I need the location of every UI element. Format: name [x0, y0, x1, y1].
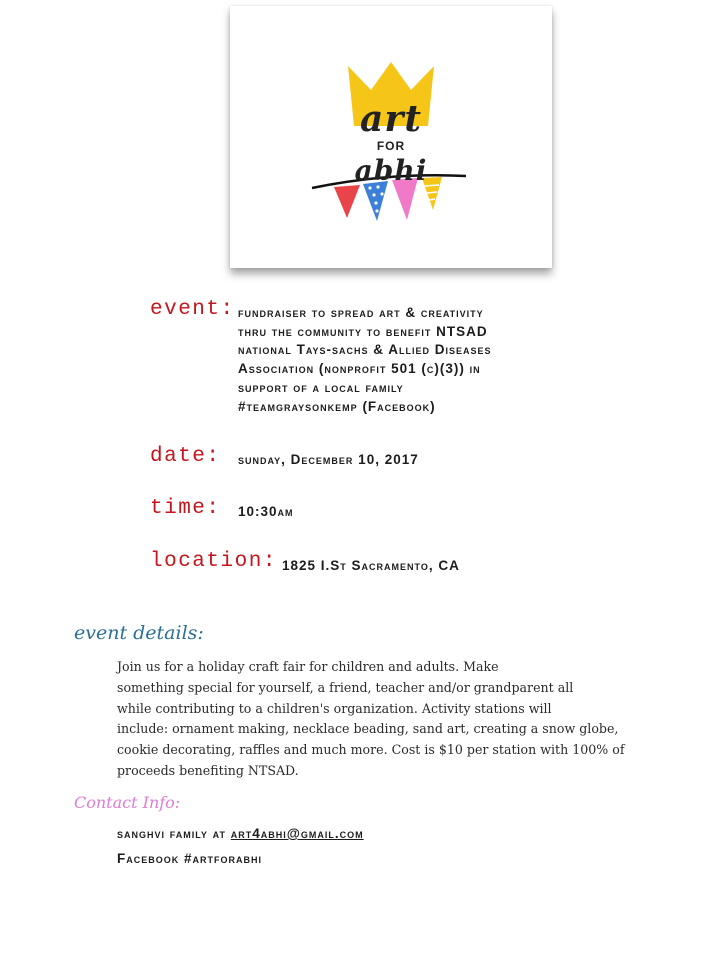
flag-red-icon — [334, 185, 360, 218]
event-line: support of a local family — [238, 379, 404, 395]
event-line: thru the community to benefit NTSAD — [238, 323, 488, 339]
logo-card — [230, 6, 552, 268]
details-line: something special for yourself, a friend, teacher and/or grandparent all — [117, 679, 574, 695]
flag-blue-icon — [363, 181, 388, 221]
date-label: date: — [150, 445, 221, 468]
logo-word-art: art — [360, 98, 422, 140]
contact-email-line — [117, 826, 364, 841]
contact-name: sanghvi family at — [117, 826, 231, 841]
event-line: #teamgraysonkemp (Facebook) — [238, 398, 436, 414]
details-line: Join us for a holiday craft fair for children and adults. Make — [117, 659, 499, 674]
email-link[interactable]: art4abhi@gmail.com — [230, 826, 364, 841]
event-label: event: — [150, 298, 235, 321]
location-label: location: — [150, 550, 277, 573]
details-line: include: ornament making, necklace beading, sand art, creating a snow globe, — [117, 721, 619, 737]
date-value: sunday, December 10, 2017 — [238, 452, 419, 467]
event-line: national Tays-sachs & Allied Diseases — [238, 342, 492, 358]
event-description — [238, 304, 492, 416]
details-line: cookie decorating, raffles and much more. Cost is $10 per station with 100% of — [117, 742, 625, 758]
location-value: 1825 I.St Sacramento, CA — [282, 558, 460, 573]
details-line: while contributing to a children's organization. Activity stations will — [117, 700, 552, 716]
logo-word-abhi: abhi — [354, 154, 428, 187]
event-line: Association (nonprofit 501 (c)(3)) in — [238, 361, 481, 377]
details-line: proceeds benefiting NTSAD. — [117, 762, 299, 778]
time-label: time: — [150, 497, 221, 520]
contact-facebook-line: Facebook #artforabhi — [117, 851, 263, 866]
event-details-heading: event details: — [74, 622, 204, 644]
logo-word-for: FOR — [376, 139, 406, 153]
contact-info-heading: Contact Info: — [74, 793, 181, 812]
time-value: 10:30am — [238, 504, 294, 519]
event-details-body — [117, 657, 657, 782]
event-line: fundraiser to spread art & creativity — [238, 305, 484, 320]
